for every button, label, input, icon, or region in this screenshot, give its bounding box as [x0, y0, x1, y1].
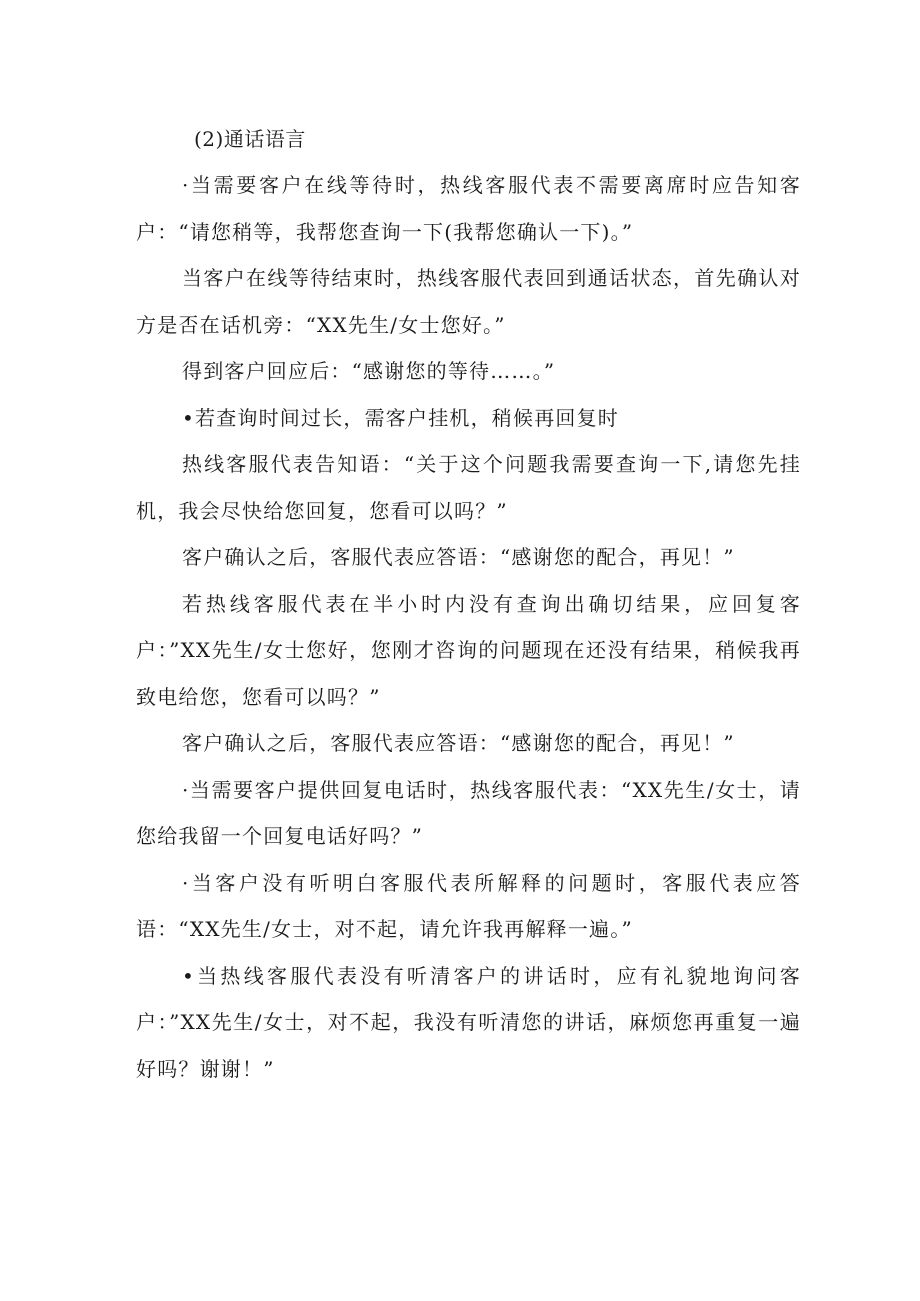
paragraph-long-query: •若查询时间过长，需客户挂机，稍候再回复时 [182, 405, 619, 430]
paragraph-confirm-goodbye-2: 客户确认之后，客服代表应答语：“感谢您的配合，再见！” [182, 731, 735, 755]
paragraph-half-hour-reply: 若热线客服代表在半小时内没有查询出确切结果，应回复客户：”XX先生/女士您好，您刚才咨询的问题现在还没有结果，稍候我再致电给您，您看可以吗？” [136, 591, 801, 709]
paragraph-thanks-waiting: 得到客户回应后：“感谢您的等待……。” [182, 359, 556, 383]
paragraph-confirm-goodbye: 客户确认之后，客服代表应答语：“感谢您的配合，再见！” [182, 545, 735, 569]
paragraph-callback-number: ·当需要客户提供回复电话时，热线客服代表：“XX先生/女士，请您给我留一个回复电话好吗？” [136, 777, 801, 848]
paragraph-wait-end: 当客户在线等待结束时，热线客服代表回到通话状态，首先确认对方是否在话机旁：“XX先生/女士您好。” [136, 266, 801, 337]
paragraph-reexplain: ·当客户没有听明白客服代表所解释的问题时，客服代表应答语：“XX先生/女士，对不起，请允许我再解释一遍。” [136, 870, 801, 941]
paragraph-wait-notice: ·当需要客户在线等待时，热线客服代表不需要离席时应告知客户：“请您稍等，我帮您查询一下(我帮您确认一下)。” [136, 173, 801, 244]
document-body [136, 116, 801, 1092]
section-title: (2)通话语言 [194, 127, 306, 151]
paragraph-repeat-request: •当热线客服代表没有听清客户的讲话时，应有礼貌地询问客户：”XX先生/女士，对不起，我没有听清您的讲话，麻烦您再重复一遍好吗？谢谢！” [136, 963, 801, 1081]
paragraph-hangup-notice: 热线客服代表告知语：“关于这个问题我需要查询一下,请您先挂机，我会尽快给您回复，您看可以吗？” [136, 452, 801, 523]
